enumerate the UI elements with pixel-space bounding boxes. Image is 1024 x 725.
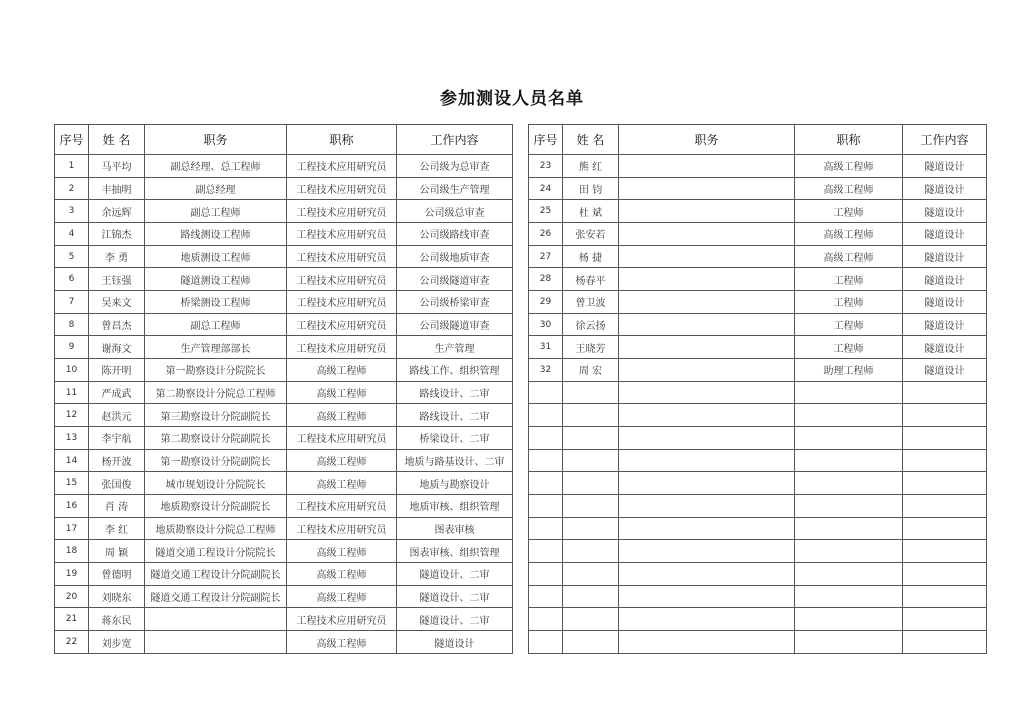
cell-no [529, 427, 563, 450]
cell-name: 杨春平 [563, 268, 619, 291]
cell-title: 工程技术应用研究员 [287, 268, 397, 291]
cell-position: 城市规划设计分院院长 [145, 472, 287, 495]
header-work: 工作内容 [903, 125, 987, 155]
cell-work: 隧道设计 [903, 155, 987, 178]
table-row [55, 245, 987, 268]
cell-no: 4 [55, 223, 89, 246]
cell-title: 高级工程师 [287, 404, 397, 427]
cell-work [903, 427, 987, 450]
cell-title [795, 517, 903, 540]
cell-position [619, 245, 795, 268]
cell-no [529, 563, 563, 586]
column-gap [513, 404, 529, 427]
column-gap [513, 427, 529, 450]
cell-name: 吴来文 [89, 291, 145, 314]
cell-title: 工程技术应用研究员 [287, 177, 397, 200]
table-row [55, 200, 987, 223]
table-row [55, 381, 987, 404]
cell-work [903, 608, 987, 631]
cell-no: 6 [55, 268, 89, 291]
cell-work [903, 449, 987, 472]
header-title: 职称 [795, 125, 903, 155]
table-row [55, 585, 987, 608]
cell-position [619, 404, 795, 427]
cell-no: 5 [55, 245, 89, 268]
cell-work: 公司级路线审查 [397, 223, 513, 246]
cell-name [563, 404, 619, 427]
cell-no: 1 [55, 155, 89, 178]
cell-title: 工程师 [795, 200, 903, 223]
table-row [55, 563, 987, 586]
cell-no [529, 381, 563, 404]
cell-name: 王晓芳 [563, 336, 619, 359]
cell-position: 地质测设工程师 [145, 245, 287, 268]
header-name: 姓 名 [563, 125, 619, 155]
cell-title [795, 563, 903, 586]
cell-name: 周 宏 [563, 359, 619, 382]
cell-title [795, 381, 903, 404]
cell-name [563, 517, 619, 540]
cell-position: 第一勘察设计分院院长 [145, 359, 287, 382]
cell-no [529, 540, 563, 563]
cell-name: 肖 涛 [89, 495, 145, 518]
header-name: 姓 名 [89, 125, 145, 155]
cell-no: 31 [529, 336, 563, 359]
table-row [55, 223, 987, 246]
cell-no: 27 [529, 245, 563, 268]
cell-title [795, 631, 903, 654]
cell-work: 公司级桥梁审查 [397, 291, 513, 314]
cell-position: 副总工程师 [145, 200, 287, 223]
column-gap [513, 608, 529, 631]
cell-name: 刘步宽 [89, 631, 145, 654]
cell-title [795, 472, 903, 495]
table-row [55, 359, 987, 382]
cell-name [563, 608, 619, 631]
cell-name: 马平均 [89, 155, 145, 178]
cell-work: 路线设计、二审 [397, 404, 513, 427]
column-gap [513, 585, 529, 608]
cell-name [563, 563, 619, 586]
cell-no: 11 [55, 381, 89, 404]
cell-title [795, 404, 903, 427]
cell-title [795, 427, 903, 450]
header-position: 职务 [145, 125, 287, 155]
cell-work: 隧道设计 [397, 631, 513, 654]
column-gap [513, 313, 529, 336]
cell-work: 公司级生产管理 [397, 177, 513, 200]
column-gap [513, 631, 529, 654]
column-gap [513, 268, 529, 291]
cell-name: 曾昌杰 [89, 313, 145, 336]
cell-work: 桥梁设计、二审 [397, 427, 513, 450]
cell-position: 生产管理部部长 [145, 336, 287, 359]
cell-no [529, 404, 563, 427]
cell-no: 8 [55, 313, 89, 336]
cell-no: 17 [55, 517, 89, 540]
cell-work: 隧道设计、二审 [397, 585, 513, 608]
cell-no: 7 [55, 291, 89, 314]
cell-title: 高级工程师 [287, 631, 397, 654]
table-row [55, 517, 987, 540]
cell-title: 工程技术应用研究员 [287, 245, 397, 268]
cell-name: 张国俊 [89, 472, 145, 495]
cell-name: 徐云扬 [563, 313, 619, 336]
cell-name: 刘晓东 [89, 585, 145, 608]
cell-no: 22 [55, 631, 89, 654]
cell-name: 张安若 [563, 223, 619, 246]
table-row [55, 631, 987, 654]
cell-name: 王钰强 [89, 268, 145, 291]
table-header-row [55, 125, 987, 155]
cell-work: 地质与路基设计、二审 [397, 449, 513, 472]
cell-no: 32 [529, 359, 563, 382]
header-title: 职称 [287, 125, 397, 155]
cell-no [529, 472, 563, 495]
cell-work: 隧道设计 [903, 177, 987, 200]
column-gap [513, 472, 529, 495]
cell-name: 曾卫波 [563, 291, 619, 314]
cell-work: 隧道设计 [903, 359, 987, 382]
cell-name: 江锦杰 [89, 223, 145, 246]
cell-work: 路线工作、组织管理 [397, 359, 513, 382]
cell-position [619, 427, 795, 450]
cell-work: 图表审核、组织管理 [397, 540, 513, 563]
cell-position: 第一勘察设计分院副院长 [145, 449, 287, 472]
cell-title: 工程师 [795, 268, 903, 291]
cell-name: 李 勇 [89, 245, 145, 268]
cell-work [903, 472, 987, 495]
cell-position: 第二勘察设计分院总工程师 [145, 381, 287, 404]
cell-work [903, 563, 987, 586]
table-row [55, 495, 987, 518]
cell-name: 李宇航 [89, 427, 145, 450]
column-gap [513, 336, 529, 359]
cell-position [619, 313, 795, 336]
cell-no: 2 [55, 177, 89, 200]
cell-title: 工程师 [795, 291, 903, 314]
cell-no [529, 517, 563, 540]
cell-name [563, 427, 619, 450]
cell-position: 第三勘察设计分院副院长 [145, 404, 287, 427]
cell-work: 隧道设计、二审 [397, 563, 513, 586]
cell-name: 杜 斌 [563, 200, 619, 223]
cell-name [563, 472, 619, 495]
cell-work [903, 404, 987, 427]
cell-position [619, 359, 795, 382]
cell-position [619, 495, 795, 518]
cell-work: 地质审核、组织管理 [397, 495, 513, 518]
cell-title [795, 585, 903, 608]
document-title: 参加测设人员名单 [440, 89, 584, 109]
cell-name [563, 585, 619, 608]
cell-name: 严成武 [89, 381, 145, 404]
cell-title: 高级工程师 [287, 585, 397, 608]
cell-no [529, 631, 563, 654]
cell-no: 10 [55, 359, 89, 382]
header-no: 序号 [529, 125, 563, 155]
cell-title: 高级工程师 [795, 245, 903, 268]
cell-work [903, 517, 987, 540]
cell-work: 隧道设计 [903, 336, 987, 359]
table-row [55, 291, 987, 314]
cell-position [619, 517, 795, 540]
cell-no: 28 [529, 268, 563, 291]
cell-no: 21 [55, 608, 89, 631]
cell-no: 30 [529, 313, 563, 336]
cell-no [529, 449, 563, 472]
cell-position [619, 608, 795, 631]
cell-work: 公司级地质审查 [397, 245, 513, 268]
column-gap [513, 381, 529, 404]
cell-name: 陈开明 [89, 359, 145, 382]
cell-no [529, 608, 563, 631]
table-row [55, 472, 987, 495]
cell-name: 熊 红 [563, 155, 619, 178]
cell-no: 23 [529, 155, 563, 178]
cell-title: 工程师 [795, 313, 903, 336]
header-position: 职务 [619, 125, 795, 155]
cell-no: 14 [55, 449, 89, 472]
cell-no: 12 [55, 404, 89, 427]
cell-work [903, 631, 987, 654]
cell-position: 桥梁测设工程师 [145, 291, 287, 314]
table-row [55, 177, 987, 200]
cell-work [903, 585, 987, 608]
column-gap [513, 495, 529, 518]
cell-title: 工程技术应用研究员 [287, 495, 397, 518]
cell-work: 隧道设计 [903, 223, 987, 246]
cell-no [529, 585, 563, 608]
cell-title: 工程技术应用研究员 [287, 200, 397, 223]
cell-no: 26 [529, 223, 563, 246]
table-row [55, 268, 987, 291]
cell-work: 隧道设计、二审 [397, 608, 513, 631]
cell-title: 工程技术应用研究员 [287, 155, 397, 178]
cell-position: 隧道交通工程设计分院院长 [145, 540, 287, 563]
cell-title: 高级工程师 [287, 472, 397, 495]
column-gap [513, 200, 529, 223]
cell-position [619, 155, 795, 178]
table-row [55, 404, 987, 427]
cell-work: 公司级为总审查 [397, 155, 513, 178]
cell-title: 高级工程师 [287, 449, 397, 472]
cell-no: 15 [55, 472, 89, 495]
cell-title: 工程技术应用研究员 [287, 336, 397, 359]
cell-title: 助理工程师 [795, 359, 903, 382]
cell-name: 丰抽明 [89, 177, 145, 200]
cell-work: 隧道设计 [903, 268, 987, 291]
cell-no: 24 [529, 177, 563, 200]
cell-work [903, 381, 987, 404]
cell-work: 图表审核 [397, 517, 513, 540]
cell-work: 地质与勘察设计 [397, 472, 513, 495]
cell-no: 20 [55, 585, 89, 608]
cell-position [619, 449, 795, 472]
cell-title: 工程技术应用研究员 [287, 223, 397, 246]
cell-position [619, 563, 795, 586]
table-row [55, 313, 987, 336]
cell-work [903, 495, 987, 518]
cell-position: 副总经理 [145, 177, 287, 200]
cell-position [619, 336, 795, 359]
cell-position [619, 540, 795, 563]
column-gap [513, 517, 529, 540]
cell-name: 蒋东民 [89, 608, 145, 631]
cell-no: 3 [55, 200, 89, 223]
cell-name: 余远辉 [89, 200, 145, 223]
personnel-table [54, 124, 987, 654]
cell-title: 高级工程师 [287, 381, 397, 404]
cell-title: 工程师 [795, 336, 903, 359]
table-row [55, 608, 987, 631]
cell-position [619, 472, 795, 495]
cell-position: 地质勘察设计分院总工程师 [145, 517, 287, 540]
header-work: 工作内容 [397, 125, 513, 155]
cell-name [563, 631, 619, 654]
cell-work: 隧道设计 [903, 200, 987, 223]
cell-name: 周 颖 [89, 540, 145, 563]
cell-title [795, 449, 903, 472]
cell-position [619, 223, 795, 246]
cell-title: 高级工程师 [795, 223, 903, 246]
table-row [55, 155, 987, 178]
column-gap [513, 291, 529, 314]
header-no: 序号 [55, 125, 89, 155]
cell-no [529, 495, 563, 518]
cell-title: 高级工程师 [287, 359, 397, 382]
cell-position [619, 585, 795, 608]
cell-no: 29 [529, 291, 563, 314]
cell-no: 16 [55, 495, 89, 518]
cell-title [795, 608, 903, 631]
cell-position [619, 291, 795, 314]
cell-position [145, 608, 287, 631]
cell-work: 公司级总审查 [397, 200, 513, 223]
cell-position: 路线测设工程师 [145, 223, 287, 246]
column-gap [513, 245, 529, 268]
cell-position [619, 200, 795, 223]
cell-work: 公司级隧道审查 [397, 268, 513, 291]
cell-name [563, 449, 619, 472]
table-row [55, 540, 987, 563]
cell-title: 高级工程师 [795, 155, 903, 178]
cell-position [145, 631, 287, 654]
column-gap [513, 177, 529, 200]
table-row [55, 336, 987, 359]
cell-title: 高级工程师 [287, 540, 397, 563]
cell-name: 曾德明 [89, 563, 145, 586]
cell-position: 隧道交通工程设计分院副院长 [145, 585, 287, 608]
cell-name: 田 钧 [563, 177, 619, 200]
cell-title: 工程技术应用研究员 [287, 517, 397, 540]
cell-work: 隧道设计 [903, 291, 987, 314]
column-gap [513, 223, 529, 246]
cell-position [619, 268, 795, 291]
cell-name: 杨 捷 [563, 245, 619, 268]
cell-name [563, 381, 619, 404]
cell-title [795, 540, 903, 563]
cell-position [619, 381, 795, 404]
cell-position: 第二勘察设计分院副院长 [145, 427, 287, 450]
cell-position: 副总经理、总工程师 [145, 155, 287, 178]
column-gap [513, 125, 529, 155]
table-row [55, 449, 987, 472]
cell-work: 隧道设计 [903, 313, 987, 336]
column-gap [513, 359, 529, 382]
cell-no: 18 [55, 540, 89, 563]
cell-position [619, 631, 795, 654]
cell-work: 公司级隧道审查 [397, 313, 513, 336]
cell-position: 副总工程师 [145, 313, 287, 336]
cell-title: 工程技术应用研究员 [287, 291, 397, 314]
cell-title: 工程技术应用研究员 [287, 427, 397, 450]
cell-name: 谢海文 [89, 336, 145, 359]
cell-name [563, 495, 619, 518]
column-gap [513, 155, 529, 178]
cell-no: 19 [55, 563, 89, 586]
cell-position [619, 177, 795, 200]
cell-work: 生产管理 [397, 336, 513, 359]
cell-name: 杨开波 [89, 449, 145, 472]
cell-title: 工程技术应用研究员 [287, 608, 397, 631]
cell-name: 赵洪元 [89, 404, 145, 427]
cell-no: 25 [529, 200, 563, 223]
cell-position: 隧道测设工程师 [145, 268, 287, 291]
cell-title [795, 495, 903, 518]
cell-title: 高级工程师 [795, 177, 903, 200]
cell-position: 地质勘察设计分院副院长 [145, 495, 287, 518]
cell-no: 13 [55, 427, 89, 450]
column-gap [513, 563, 529, 586]
table-row [55, 427, 987, 450]
cell-title: 高级工程师 [287, 563, 397, 586]
column-gap [513, 449, 529, 472]
cell-name: 李 红 [89, 517, 145, 540]
cell-work [903, 540, 987, 563]
cell-work: 路线设计、二审 [397, 381, 513, 404]
cell-position: 隧道交通工程设计分院副院长 [145, 563, 287, 586]
cell-title: 工程技术应用研究员 [287, 313, 397, 336]
column-gap [513, 540, 529, 563]
cell-work: 隧道设计 [903, 245, 987, 268]
cell-name [563, 540, 619, 563]
cell-no: 9 [55, 336, 89, 359]
